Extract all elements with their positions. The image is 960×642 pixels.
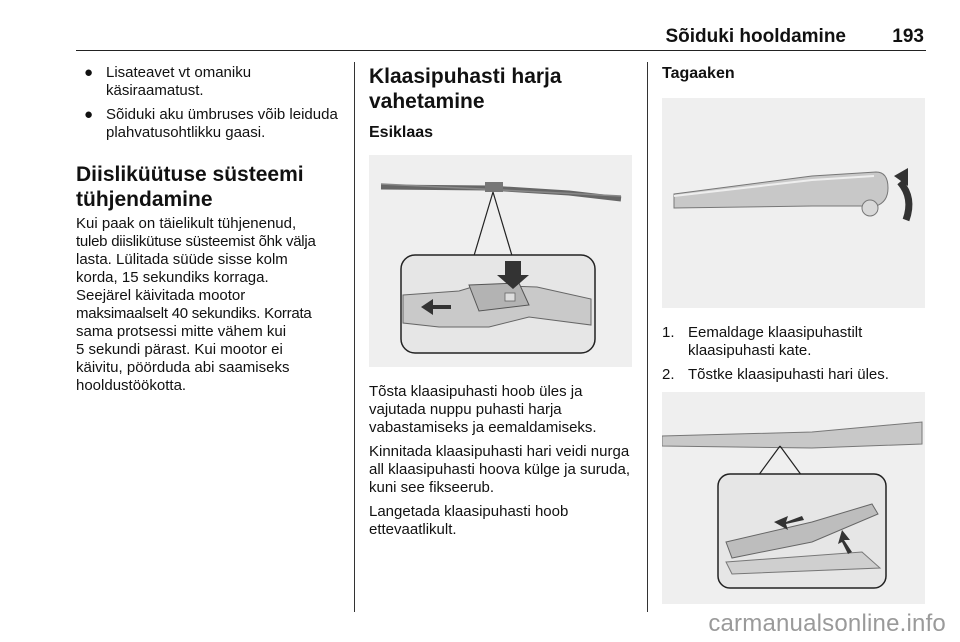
page-number: 193	[892, 26, 924, 47]
front-wiper-drawing	[369, 155, 632, 367]
instruction-paragraph: Tõsta klaasipuhasti hoob üles ja vajutada nuppu puhasti harja vabastamiseks ja eemaldamiseks.	[369, 383, 597, 436]
body-line: maksimaalselt 40 sekundiks. Korrata	[76, 305, 312, 322]
bullet-text: Sõiduki aku ümbruses võib leiduda plahvatusohtlikku gaasi.	[106, 106, 338, 141]
column-right	[662, 64, 928, 604]
instruction-paragraph: Langetada klaasipuhasti hoob ettevaatlikult.	[369, 503, 569, 538]
body-line: Kui paak on täielikult tühjenenud,	[76, 215, 297, 232]
section-title: Sõiduki hooldamine	[665, 26, 846, 47]
body-line: Seejärel käivitada mootor	[76, 287, 246, 304]
rear-wiper-cover-illustration	[662, 98, 925, 308]
body-line: hooldustöökotta.	[76, 377, 187, 394]
instruction-paragraph: Kinnitada klaasipuhasti hari veidi nurga all klaasipuhasti hoova külge ja suruda, kuni see fikseerub.	[369, 443, 630, 496]
body-line: 5 sekundi pärast. Kui mootor ei	[76, 341, 283, 358]
section-body	[76, 215, 344, 395]
column-divider	[354, 62, 355, 612]
body-line: käivitu, pöörduda abi saamiseks	[76, 359, 290, 376]
bullet-dot: ●	[84, 106, 94, 123]
body-line: tuleb diislikütuse süsteemist õhk välja	[76, 233, 316, 250]
rear-wiper-blade-illustration	[662, 392, 925, 604]
column-divider	[647, 62, 648, 612]
body-line: sama protsessi mitte vähem kui	[76, 323, 287, 340]
body-line: korda, 15 sekundiks korraga.	[76, 269, 269, 286]
step-number: 1.	[662, 324, 675, 341]
section-heading: Klaasipuhasti harja vahetamine	[369, 65, 562, 113]
watermark: carmanualsonline.info	[708, 610, 946, 637]
step-item	[662, 324, 928, 360]
column-middle	[369, 64, 635, 545]
bullet-item	[76, 64, 344, 100]
page-header	[76, 24, 926, 51]
subsection-heading: Tagaaken	[662, 65, 735, 82]
step-text: Tõstke klaasipuhasti hari üles.	[688, 366, 889, 383]
subsection-heading: Esiklaas	[369, 124, 434, 141]
bullet-item	[76, 106, 344, 142]
rear-wiper-cover-drawing	[662, 98, 925, 308]
bullet-dot: ●	[84, 64, 94, 81]
step-text: Eemaldage klaasipuhastilt klaasipuhasti kate.	[688, 324, 863, 359]
rear-wiper-blade-drawing	[662, 392, 925, 604]
column-left	[76, 64, 344, 395]
body-line: lasta. Lülitada süüde sisse kolm	[76, 251, 288, 268]
front-wiper-illustration	[369, 155, 632, 367]
bullet-text: Lisateavet vt omaniku käsiraamatust.	[106, 64, 252, 99]
step-item	[662, 366, 928, 384]
section-heading: Diisliküütuse süsteemi tühjendamine	[76, 163, 304, 211]
step-number: 2.	[662, 366, 675, 383]
